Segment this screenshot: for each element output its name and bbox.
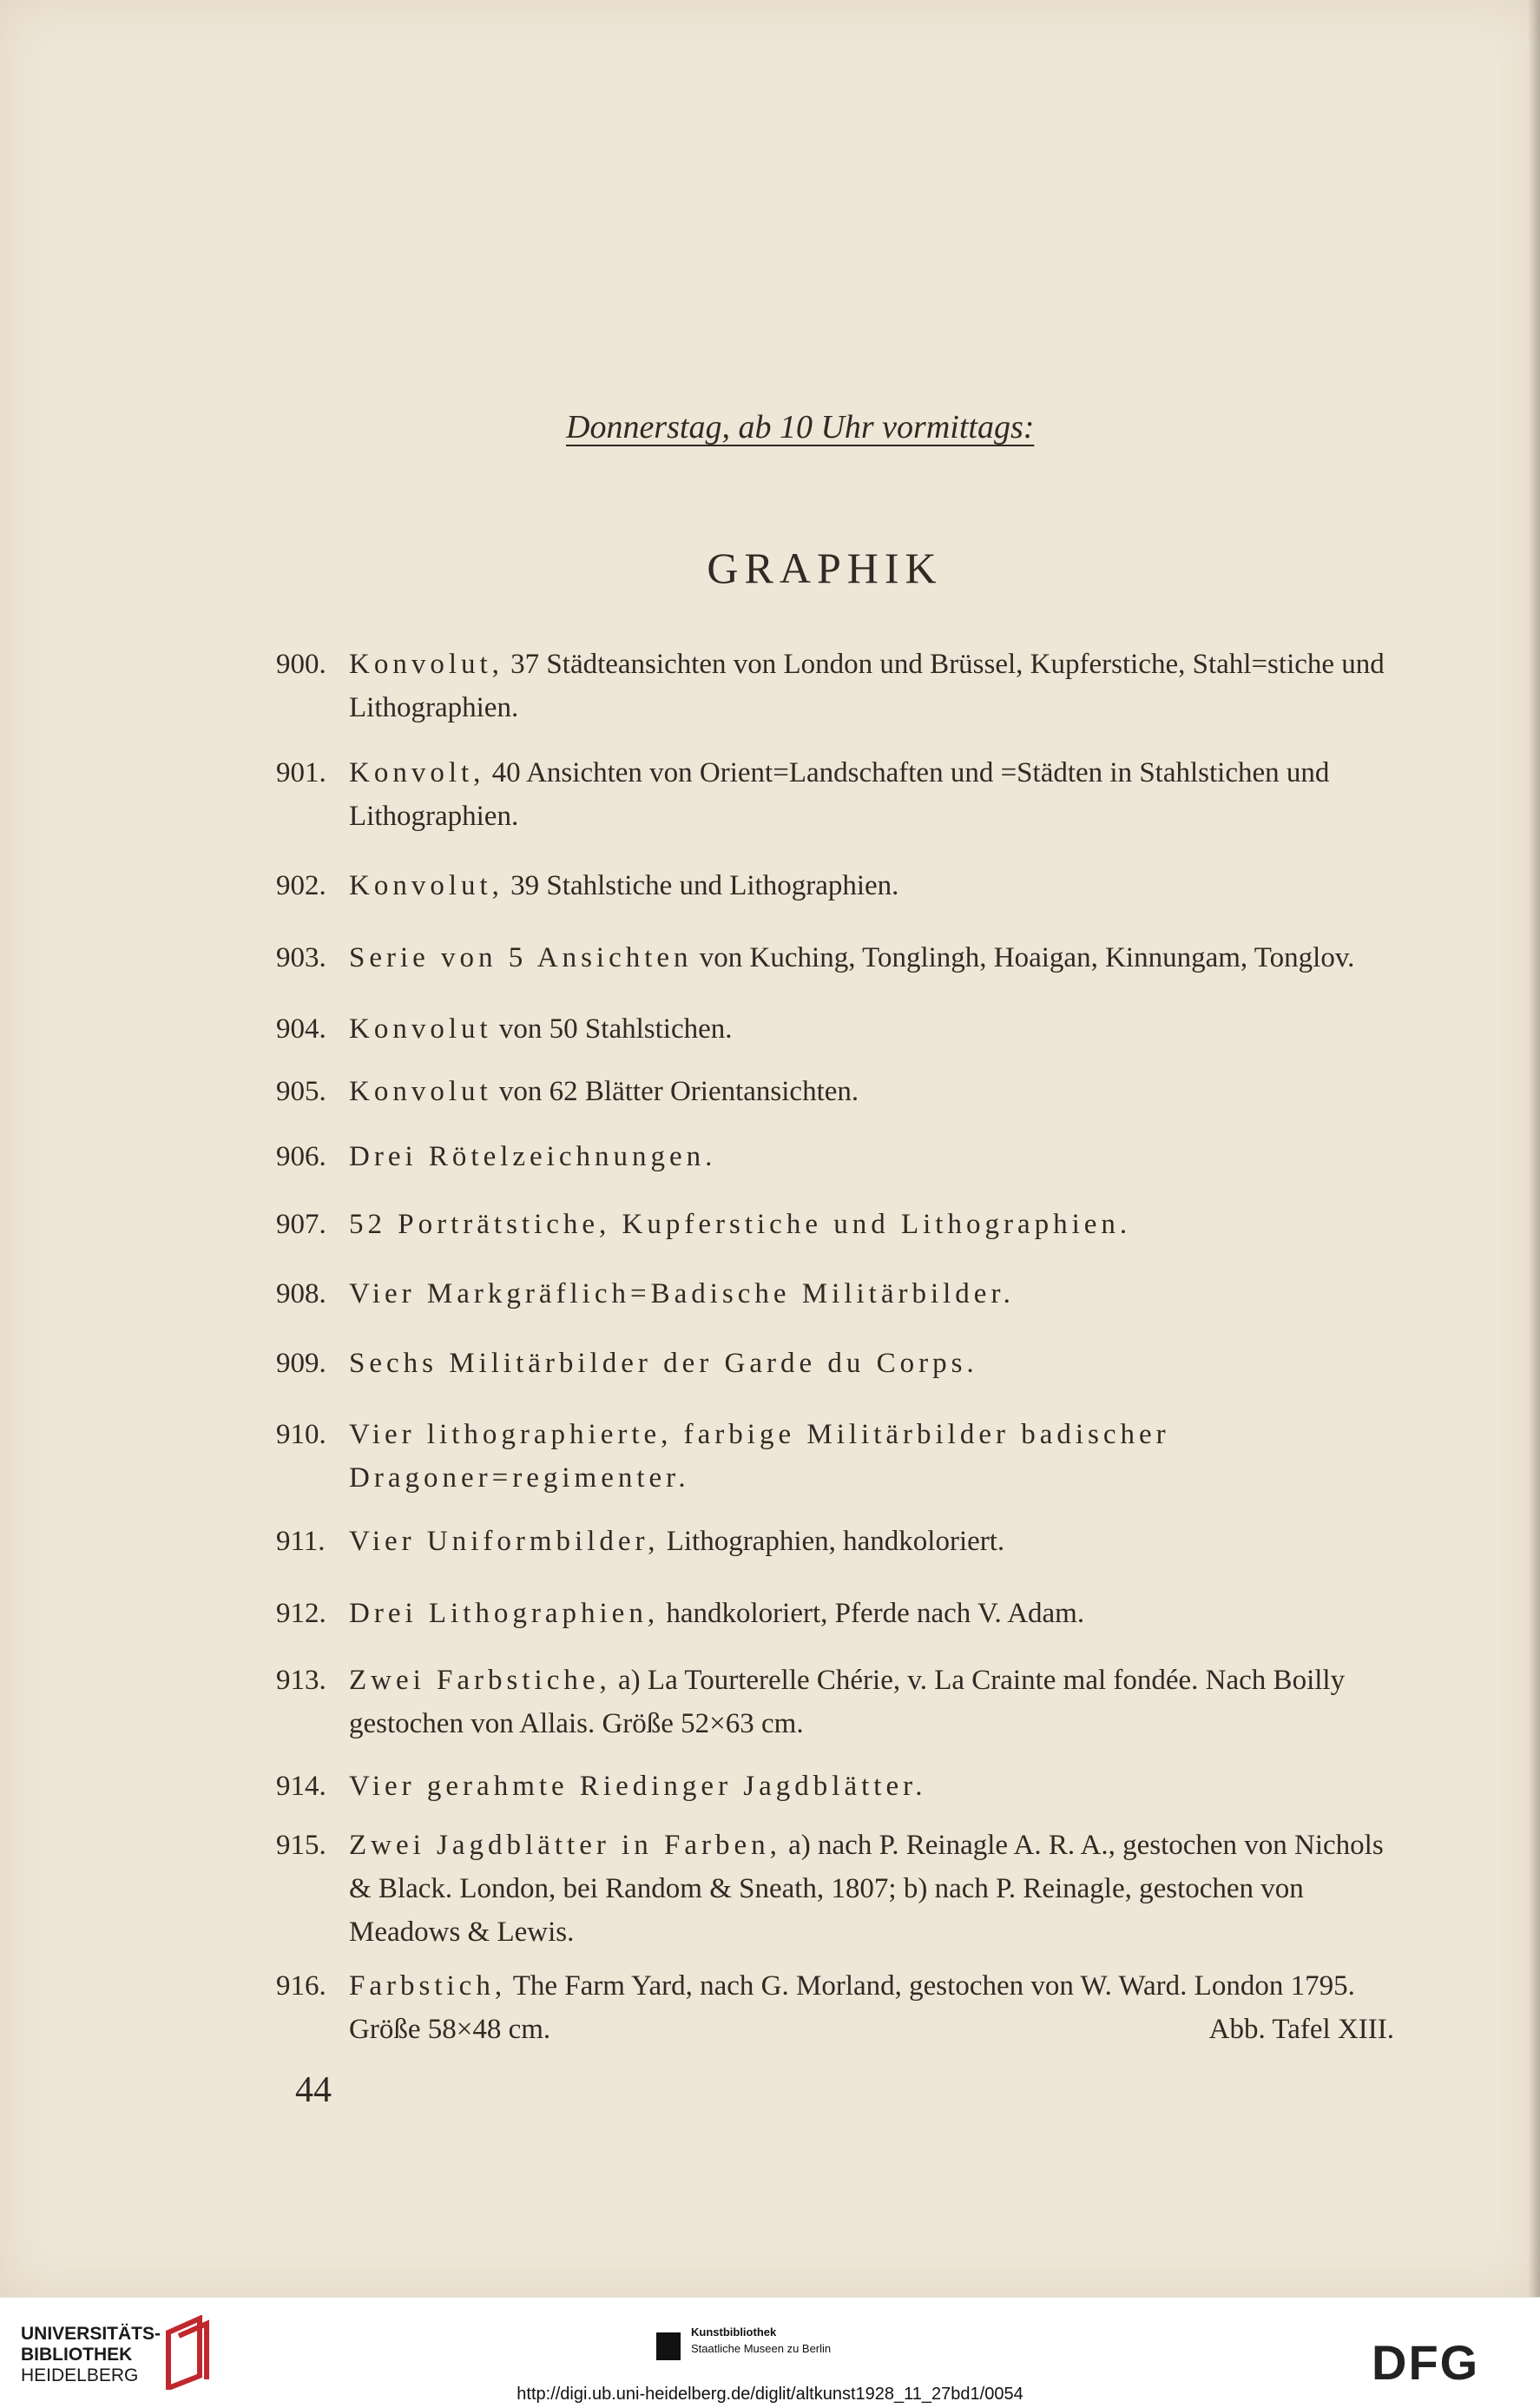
- catalog-entry: [276, 1520, 1394, 1563]
- catalog-entry: [276, 1272, 1394, 1316]
- entry-lead: Zwei Jagdblätter in Farben,: [349, 1830, 781, 1861]
- entry-number: 913.: [276, 1665, 326, 1696]
- entry-number: 907.: [276, 1209, 326, 1240]
- entry-lead: Konvolut,: [349, 870, 503, 901]
- catalog-entry: [276, 936, 1394, 980]
- entry-number: 915.: [276, 1830, 326, 1861]
- entry-text: a) nach P. Reinagle A. R. A., gestochen von Nichols & Black. London, bei Random & Sneath, 1807; b) nach P. Reinagle, gestochen von Meadows & Lewis.: [349, 1830, 1384, 1948]
- dfg-logo[interactable]: DFG: [1372, 2335, 1480, 2390]
- entry-lead: Drei Lithographien,: [349, 1598, 660, 1629]
- entry-lead: Vier Markgräflich=Badische Militärbilder.: [349, 1278, 1015, 1310]
- library-emblem-icon: [161, 2315, 214, 2390]
- entry-lead: Vier lithographierte, farbige Militärbilder badischer Dragoner=regimenter.: [349, 1419, 1170, 1494]
- viewer-footer: [0, 2297, 1540, 2408]
- catalog-entry: [276, 1964, 1394, 2051]
- entry-text: 37 Städteansichten von London und Brüssel, Kupferstiche, Stahl=stiche und Lithographien.: [349, 649, 1385, 723]
- entry-text: 40 Ansichten von Orient=Landschaften und =Städten in Stahlstichen und Lithographien.: [349, 757, 1330, 832]
- catalog-entry: [276, 1824, 1394, 1954]
- entry-lead: Zwei Farbstiche,: [349, 1665, 611, 1696]
- catalog-entry: [276, 1413, 1394, 1500]
- catalog-entry: [276, 1765, 1394, 1808]
- catalog-entry: [276, 1342, 1394, 1385]
- library-logo[interactable]: [21, 2324, 161, 2386]
- entry-text: The Farm Yard, nach G. Morland, gestochen von W. Ward. London 1795. Größe 58×48 cm.: [349, 1970, 1355, 2045]
- section-title: GRAPHIK: [707, 544, 943, 592]
- entry-number: 905.: [276, 1076, 326, 1107]
- catalog-entry: [276, 864, 1394, 907]
- library-name-line: UNIVERSITÄTS-: [21, 2324, 161, 2344]
- entry-lead: Vier gerahmte Riedinger Jagdblätter.: [349, 1771, 927, 1802]
- entry-number: 916.: [276, 1970, 326, 2002]
- catalog-entry: [276, 643, 1394, 729]
- kb-subtitle: Staatliche Museen zu Berlin: [691, 2342, 832, 2355]
- entry-text: von Kuching, Tonglingh, Hoaigan, Kinnungam, Tonglov.: [692, 942, 1355, 973]
- entry-number: 900.: [276, 649, 326, 680]
- kunstbibliothek-icon: [656, 2332, 681, 2360]
- entry-lead: Konvolut: [349, 1013, 492, 1045]
- entry-number: 914.: [276, 1771, 326, 1802]
- entry-number: 902.: [276, 870, 326, 901]
- entry-lead: Konvolt,: [349, 757, 485, 788]
- entry-lead: Konvolut: [349, 1076, 492, 1107]
- entry-number: 901.: [276, 757, 326, 788]
- permalink-url[interactable]: http://digi.ub.uni-heidelberg.de/diglit/altkunst1928_11_27bd1/0054: [517, 2385, 1023, 2404]
- entry-number: 911.: [276, 1526, 326, 1557]
- entry-text: a) La Tourterelle Chérie, v. La Crainte mal fondée. Nach Boilly gestochen von Allais. Größe 52×63 cm.: [349, 1665, 1346, 1739]
- auction-day-heading: Donnerstag, ab 10 Uhr vormittags:: [566, 409, 1035, 445]
- catalog-entry: [276, 1070, 1394, 1113]
- entry-text: handkoloriert, Pferde nach V. Adam.: [659, 1598, 1085, 1629]
- entry-lead: Konvolut,: [349, 649, 503, 680]
- catalog-entry: [276, 751, 1394, 838]
- entry-lead: Drei Rötelzeichnungen.: [349, 1141, 717, 1172]
- plate-reference: Abb. Tafel XIII.: [1208, 2014, 1394, 2045]
- catalog-entry: [276, 1007, 1394, 1051]
- library-name-line: BIBLIOTHEK: [21, 2345, 133, 2365]
- entry-text: Lithographien, handkoloriert.: [659, 1526, 1005, 1557]
- entry-text: 39 Stahlstiche und Lithographien.: [503, 870, 899, 901]
- catalog-entry: [276, 1135, 1394, 1178]
- entry-lead: Vier Uniformbilder,: [349, 1526, 660, 1557]
- entry-number: 908.: [276, 1278, 326, 1310]
- entry-number: 906.: [276, 1141, 326, 1172]
- entry-number: 903.: [276, 942, 326, 973]
- entry-text: von 62 Blätter Orientansichten.: [491, 1076, 859, 1107]
- page-number: 44: [295, 2070, 332, 2110]
- entry-lead: 52 Porträtstiche, Kupferstiche und Lithographien.: [349, 1209, 1132, 1240]
- entry-lead: Farbstich,: [349, 1970, 507, 2002]
- kb-title: Kunstbibliothek: [691, 2326, 777, 2339]
- catalog-entry: [276, 1659, 1394, 1745]
- entry-number: 910.: [276, 1419, 326, 1450]
- entry-text: von 50 Stahlstichen.: [491, 1013, 733, 1045]
- entry-number: 912.: [276, 1598, 326, 1629]
- library-name-line: HEIDELBERG: [21, 2365, 139, 2385]
- entry-number: 904.: [276, 1013, 326, 1045]
- entry-number: 909.: [276, 1348, 326, 1379]
- entry-lead: Sechs Militärbilder der Garde du Corps.: [349, 1348, 978, 1379]
- catalog-entry: [276, 1203, 1394, 1246]
- entry-lead: Serie von 5 Ansichten: [349, 942, 693, 973]
- catalog-entry: [276, 1592, 1394, 1635]
